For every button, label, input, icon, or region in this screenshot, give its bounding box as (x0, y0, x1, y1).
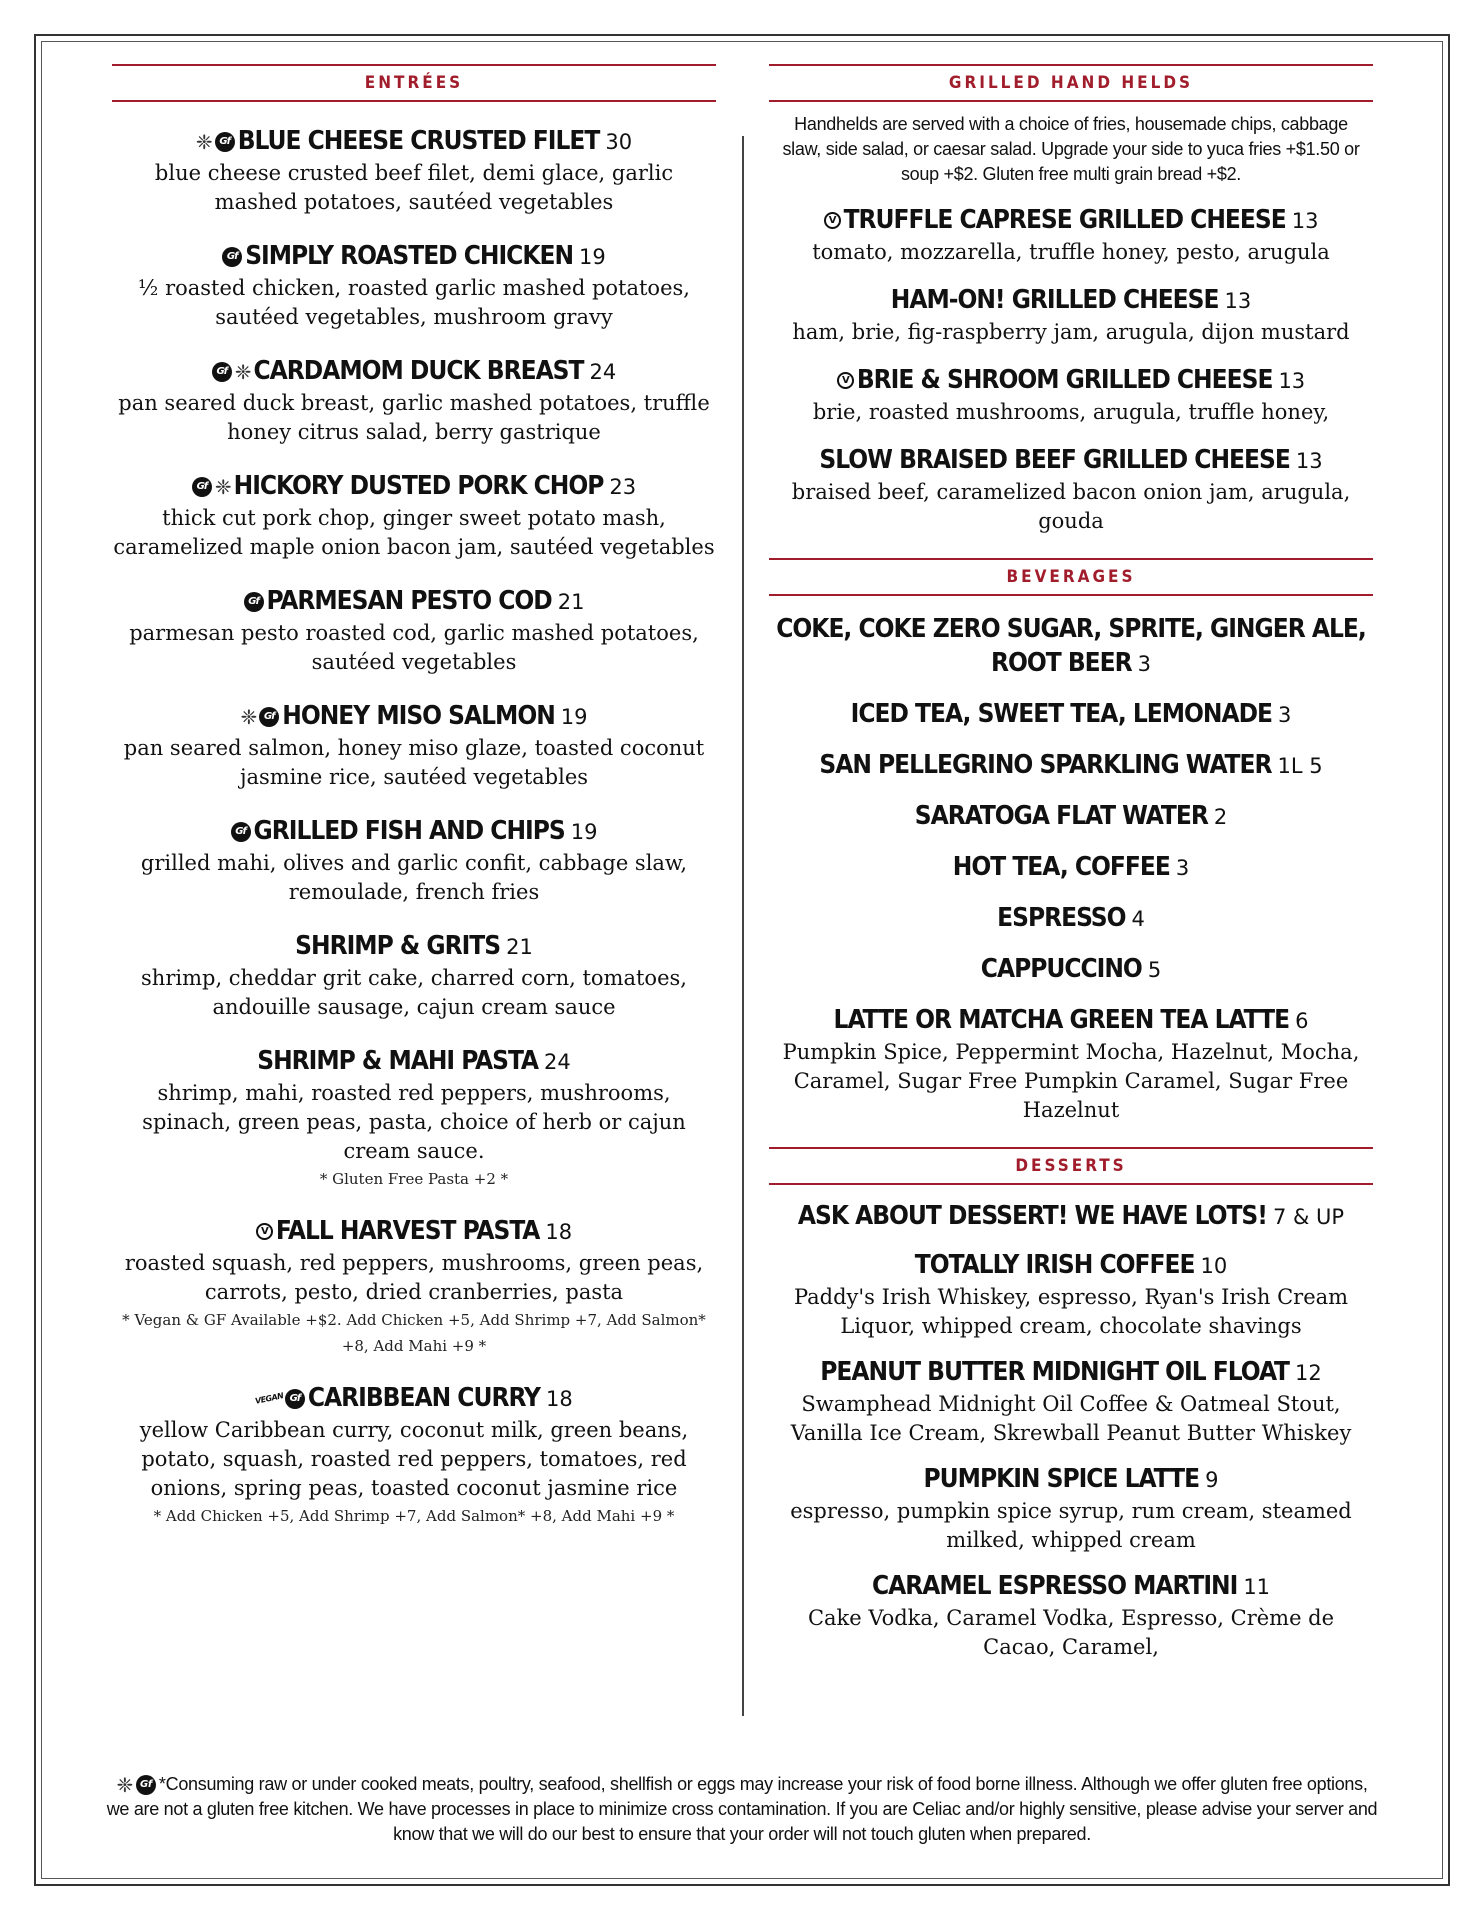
gluten-free-icon: Gf (212, 362, 232, 382)
item-description: espresso, pumpkin spice syrup, rum cream, steamed milked, whipped cream (790, 1499, 1352, 1552)
left-column (112, 64, 716, 1529)
menu-item (112, 814, 716, 907)
item-title-line (769, 612, 1373, 681)
item-price: 13 (1295, 449, 1323, 473)
item-price: 7 & UP (1272, 1205, 1345, 1229)
item-name: SARATOGA FLAT WATER (914, 801, 1208, 831)
item-name: CARDAMOM DUCK BREAST (253, 356, 584, 386)
item-title-line (769, 952, 1373, 987)
item-price: 5 (1147, 958, 1162, 982)
item-name: TRUFFLE CAPRESE GRILLED CHEESE (843, 205, 1286, 235)
snowflake-icon: ❈ (240, 704, 257, 729)
menu-item (769, 203, 1373, 267)
menu-item (769, 283, 1373, 347)
item-title-line (112, 699, 716, 734)
menu-item (769, 901, 1373, 936)
item-price: 9 (1205, 1468, 1219, 1492)
item-description: ham, brie, fig-raspberry jam, arugula, dijon mustard (792, 320, 1350, 344)
menu-item (112, 469, 716, 562)
item-name: ASK ABOUT DESSERT! WE HAVE LOTS! (797, 1201, 1267, 1231)
item-name: COKE, COKE ZERO SUGAR, SPRITE, GINGER ALE, ROOT BEER (776, 614, 1366, 678)
item-name: CAPPUCCINO (980, 954, 1142, 984)
item-name: CARAMEL ESPRESSO MARTINI (871, 1571, 1238, 1601)
right-column (769, 64, 1373, 1662)
item-title-line (769, 1248, 1373, 1283)
item-title-line (769, 1569, 1373, 1604)
item-title-line (769, 443, 1373, 478)
item-name: HONEY MISO SALMON (282, 701, 555, 731)
menu-item (112, 584, 716, 677)
menu-item (112, 699, 716, 792)
item-note: * Add Chicken +5, Add Shrimp +7, Add Salmon* +8, Add Mahi +9 * (153, 1507, 675, 1525)
menu-item (112, 1214, 716, 1359)
item-description: Pumpkin Spice, Peppermint Mocha, Hazelnut, Mocha, Caramel, Sugar Free Pumpkin Caramel, Sugar Free Hazelnut (782, 1040, 1360, 1122)
menu-item (112, 239, 716, 332)
gluten-free-icon: Gf (222, 247, 242, 267)
item-name: LATTE OR MATCHA GREEN TEA LATTE (833, 1005, 1290, 1035)
item-price: 13 (1291, 209, 1319, 233)
item-name: TOTALLY IRISH COFFEE (914, 1250, 1195, 1280)
item-price: 4 (1131, 907, 1145, 931)
item-title-line (769, 850, 1373, 885)
handhelds-intro: Handhelds are served with a choice of fries, housemade chips, cabbage slaw, side salad, or caesar salad. Upgrade your side to yuca fries +$1.50 or soup +$2. Gluten free multi grain bread +$2. (782, 114, 1360, 184)
item-description: pan seared duck breast, garlic mashed potatoes, truffle honey citrus salad, berry gastrique (118, 391, 710, 444)
menu-item (769, 697, 1373, 732)
item-price: 1L 5 (1277, 754, 1323, 778)
item-title-line (769, 697, 1373, 732)
item-description: grilled mahi, olives and garlic confit, cabbage slaw, remoulade, french fries (140, 851, 688, 904)
gluten-free-icon: Gf (285, 1389, 305, 1409)
beverages-list (769, 612, 1373, 1125)
item-description: blue cheese crusted beef filet, demi glace, garlic mashed potatoes, sautéed vegetables (154, 161, 674, 214)
vegetarian-icon: V (256, 1223, 273, 1240)
item-description: Cake Vodka, Caramel Vodka, Espresso, Crème de Cacao, Caramel, (807, 1606, 1335, 1659)
item-name: ESPRESSO (997, 903, 1126, 933)
gluten-free-icon: Gf (136, 1775, 156, 1795)
item-title-line (769, 799, 1373, 834)
item-description: shrimp, cheddar grit cake, charred corn, tomatoes, andouille sausage, cajun cream sauce (141, 966, 687, 1019)
menu-item (769, 363, 1373, 427)
footer-text: *Consuming raw or under cooked meats, poultry, seafood, shellfish or eggs may increase your risk of food borne illness. Although we offer gluten free options, we are not a gluten free kitchen. We have processes in place to minimize cross contamination. If you are Celiac and/or highly sensitive, please advise your server and know that we will do our best to ensure that your order will not touch gluten when prepared. (106, 1774, 1378, 1844)
item-name: BRIE & SHROOM GRILLED CHEESE (856, 365, 1273, 395)
menu-item (769, 1248, 1373, 1341)
item-price: 3 (1175, 856, 1190, 880)
item-title-line (769, 1355, 1373, 1390)
item-price: 2 (1213, 805, 1228, 829)
item-name: SHRIMP & GRITS (295, 931, 501, 961)
item-note: * Vegan & GF Available +$2. Add Chicken +5, Add Shrimp +7, Add Salmon* +8, Add Mahi +9 * (122, 1311, 706, 1355)
item-name: PARMESAN PESTO COD (266, 586, 552, 616)
gluten-free-icon: Gf (259, 707, 279, 727)
item-description: shrimp, mahi, roasted red peppers, mushrooms, spinach, green peas, pasta, choice of herb or cajun cream sauce. (142, 1081, 686, 1163)
item-title-line (112, 1214, 716, 1249)
item-description: Paddy's Irish Whiskey, espresso, Ryan's Irish Cream Liquor, whipped cream, chocolate shavings (793, 1285, 1349, 1338)
item-name: PEANUT BUTTER MIDNIGHT OIL FLOAT (820, 1357, 1289, 1387)
item-price: 3 (1137, 652, 1152, 676)
item-description: parmesan pesto roasted cod, garlic mashed potatoes, sautéed vegetables (129, 621, 699, 674)
item-name: SAN PELLEGRINO SPARKLING WATER (819, 750, 1272, 780)
item-name: PUMPKIN SPICE LATTE (923, 1464, 1200, 1494)
allergen-footer (104, 1772, 1380, 1847)
item-title-line (112, 814, 716, 849)
menu-item (769, 1569, 1373, 1662)
item-note: * Gluten Free Pasta +2 * (319, 1170, 509, 1188)
entrees-list (112, 124, 716, 1529)
item-name: ICED TEA, SWEET TEA, LEMONADE (850, 699, 1272, 729)
item-title-line (112, 239, 716, 274)
menu-item (112, 124, 716, 217)
item-price: 24 (544, 1050, 571, 1074)
item-title-line (112, 1381, 716, 1416)
desserts-list (769, 1199, 1373, 1662)
item-price: 6 (1295, 1009, 1309, 1033)
item-title-line (769, 203, 1373, 238)
vegan-icon: VEGAN (254, 1390, 285, 1406)
item-name: CARIBBEAN CURRY (307, 1383, 540, 1413)
item-name: BLUE CHEESE CRUSTED FILET (237, 126, 600, 156)
snowflake-icon: ❈ (116, 1773, 133, 1798)
item-description: thick cut pork chop, ginger sweet potato mash, caramelized maple onion bacon jam, sautéed vegetables (113, 506, 715, 559)
item-description: roasted squash, red peppers, mushrooms, green peas, carrots, pesto, dried cranberries, pasta (124, 1251, 704, 1304)
item-price: 23 (609, 475, 637, 499)
item-name: SLOW BRAISED BEEF GRILLED CHEESE (819, 445, 1290, 475)
item-name: SIMPLY ROASTED CHICKEN (245, 241, 574, 271)
gluten-free-icon: Gf (192, 477, 212, 497)
item-title-line (112, 469, 716, 504)
gluten-free-icon: Gf (244, 592, 264, 612)
menu-item (769, 799, 1373, 834)
item-title-line (112, 124, 716, 159)
item-name: FALL HARVEST PASTA (275, 1216, 540, 1246)
vegetarian-icon: V (824, 212, 841, 229)
menu-item (769, 1003, 1373, 1125)
item-title-line (769, 363, 1373, 398)
item-title-line (112, 354, 716, 389)
gluten-free-icon: Gf (215, 132, 235, 152)
menu-item (769, 1199, 1373, 1234)
menu-item (112, 354, 716, 447)
gluten-free-icon: Gf (231, 822, 251, 842)
menu-item (769, 443, 1373, 536)
item-title-line (112, 929, 716, 964)
beverages-header: BEVERAGES (769, 558, 1373, 596)
entrees-header: ENTRÉES (112, 64, 716, 102)
item-description: ½ roasted chicken, roasted garlic mashed potatoes, sautéed vegetables, mushroom gravy (138, 276, 690, 329)
item-price: 24 (589, 360, 617, 384)
item-price: 13 (1278, 369, 1306, 393)
column-divider (742, 136, 744, 1716)
menu-item (769, 748, 1373, 783)
item-name: GRILLED FISH AND CHIPS (253, 816, 565, 846)
snowflake-icon: ❈ (195, 129, 212, 154)
item-title-line (769, 901, 1373, 936)
item-price: 19 (560, 705, 588, 729)
menu-item (769, 1355, 1373, 1448)
item-price: 3 (1278, 703, 1292, 727)
item-description: yellow Caribbean curry, coconut milk, green beans, potato, squash, roasted red peppers, tomatoes, red onions, spring peas, toasted coconut jasmine rice (139, 1418, 689, 1500)
item-price: 19 (579, 245, 606, 269)
menu-item (769, 1462, 1373, 1555)
menu-item (112, 1381, 716, 1529)
item-name: HICKORY DUSTED PORK CHOP (233, 471, 604, 501)
item-description: Swamphead Midnight Oil Coffee & Oatmeal Stout, Vanilla Ice Cream, Skrewball Peanut Butter Whiskey (790, 1392, 1352, 1445)
item-description: braised beef, caramelized bacon onion jam, arugula, gouda (791, 480, 1351, 533)
item-title-line (769, 1003, 1373, 1038)
item-title-line (112, 584, 716, 619)
item-price: 18 (545, 1220, 573, 1244)
vegetarian-icon: V (837, 372, 854, 389)
item-title-line (769, 283, 1373, 318)
handhelds-header: GRILLED HAND HELDS (769, 64, 1373, 102)
footer-icons (116, 1773, 158, 1798)
item-title-line (112, 1044, 716, 1079)
menu-item (112, 1044, 716, 1192)
item-description: brie, roasted mushrooms, arugula, truffle honey, (812, 400, 1330, 424)
item-title-line (769, 1462, 1373, 1497)
menu-item (769, 850, 1373, 885)
item-price: 30 (605, 130, 633, 154)
item-description: tomato, mozzarella, truffle honey, pesto, arugula (812, 240, 1330, 264)
item-price: 19 (570, 820, 598, 844)
item-title-line (769, 1199, 1373, 1234)
item-price: 13 (1224, 289, 1252, 313)
desserts-header: DESSERTS (769, 1147, 1373, 1185)
item-price: 10 (1200, 1254, 1228, 1278)
snowflake-icon: ❈ (214, 474, 231, 499)
item-name: HOT TEA, COFFEE (952, 852, 1170, 882)
item-price: 18 (546, 1387, 573, 1411)
menu-item (769, 952, 1373, 987)
snowflake-icon: ❈ (234, 359, 251, 384)
menu-item (769, 612, 1373, 681)
item-title-line (769, 748, 1373, 783)
handhelds-list (769, 203, 1373, 536)
item-price: 21 (557, 590, 585, 614)
item-price: 21 (506, 935, 533, 959)
item-description: pan seared salmon, honey miso glaze, toasted coconut jasmine rice, sautéed vegetables (123, 736, 705, 789)
item-price: 11 (1243, 1575, 1271, 1599)
item-name: SHRIMP & MAHI PASTA (257, 1046, 539, 1076)
item-name: HAM-ON! GRILLED CHEESE (890, 285, 1219, 315)
item-price: 12 (1294, 1361, 1322, 1385)
menu-item (112, 929, 716, 1022)
